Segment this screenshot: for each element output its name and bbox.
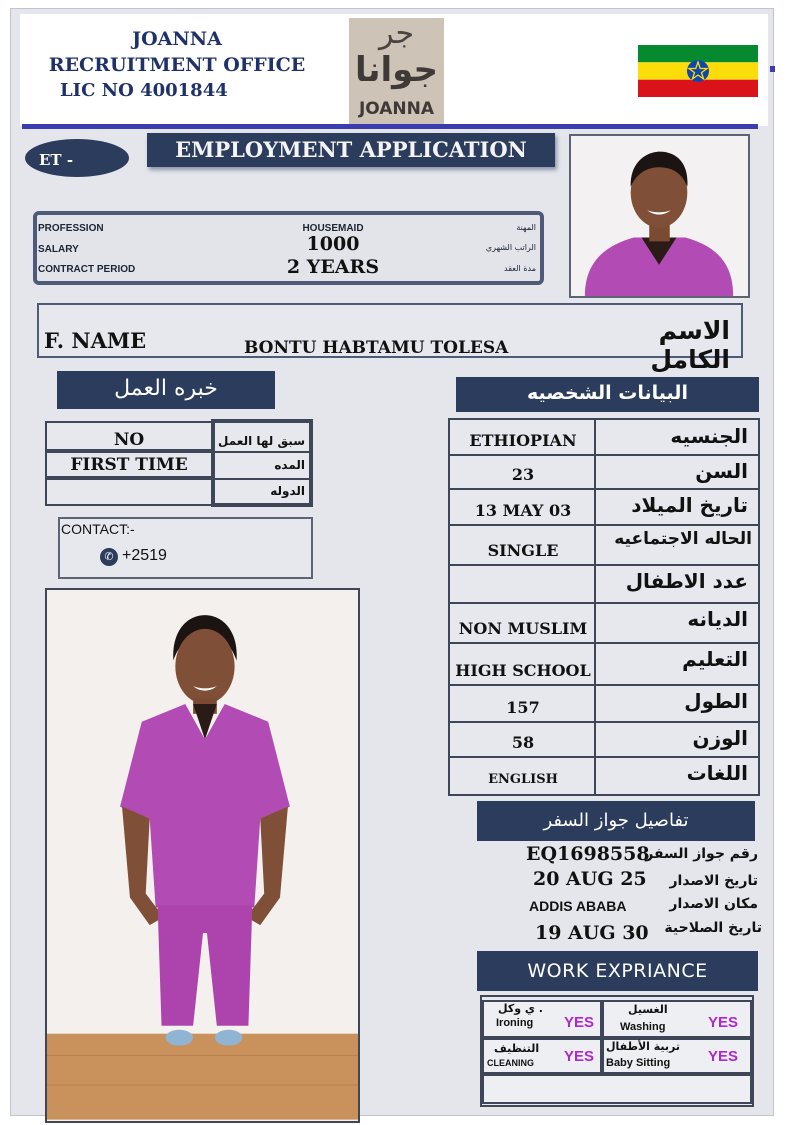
full-name-label-ar: الاسم الكامل bbox=[650, 316, 730, 374]
duration-label-ar: المده bbox=[274, 458, 305, 472]
phone-icon: ✆ bbox=[100, 548, 118, 566]
experience-value-cell bbox=[45, 478, 213, 506]
personal-row-value: 13 MAY 03 bbox=[474, 501, 572, 520]
worked-before-label-ar: سبق لها العمل bbox=[218, 434, 305, 448]
headshot-portrait-image bbox=[571, 136, 748, 296]
office-name-line1: JOANNA bbox=[132, 28, 222, 50]
skill-babysitting-label-ar: تربية الأطفال bbox=[606, 1040, 681, 1053]
passport-number-value: EQ1698558 bbox=[526, 843, 650, 865]
header-divider-tab bbox=[770, 66, 775, 72]
personal-row-label-ar: الجنسيه bbox=[670, 424, 748, 448]
passport-issue-date-value: 20 AUG 25 bbox=[533, 868, 647, 890]
profession-label-ar: المهنة bbox=[516, 223, 536, 232]
full-body-portrait-image bbox=[47, 590, 358, 1121]
personal-row-label-ar: التعليم bbox=[682, 647, 748, 671]
full-name-value: BONTU HABTAMU TOLESA bbox=[244, 338, 509, 358]
personal-row-label-ar: الوزن bbox=[692, 726, 748, 750]
profession-label: PROFESSION bbox=[38, 223, 104, 234]
passport-expiry-value: 19 AUG 30 bbox=[535, 922, 649, 944]
salary-label-ar: الراتب الشهري bbox=[485, 243, 536, 252]
personal-row-value: ENGLISH bbox=[488, 772, 558, 787]
skill-cleaning-label: CLEANING bbox=[487, 1058, 534, 1068]
experience-header: خبره العمل bbox=[57, 371, 275, 409]
personal-row-divider bbox=[450, 524, 758, 526]
personal-row-label-ar: الطول bbox=[684, 689, 748, 713]
experience-divider bbox=[215, 478, 309, 480]
contract-label-ar: مدة العقد bbox=[504, 264, 536, 273]
passport-number-label-ar: رقم جواز السفر bbox=[645, 846, 758, 862]
personal-row-label-ar: الديانه bbox=[687, 607, 748, 631]
full-name-label: F. NAME bbox=[44, 328, 147, 353]
contact-phone: +2519 bbox=[122, 547, 167, 564]
personal-data-header: البيانات الشخصيه bbox=[456, 377, 759, 412]
country-label-ar: الدوله bbox=[270, 484, 305, 498]
work-experience-header: WORK EXPRIANCE bbox=[477, 951, 758, 991]
skill-ironing-label: Ironing bbox=[496, 1017, 534, 1029]
logo-arabic: جوانا bbox=[354, 50, 438, 90]
passport-issue-date-label-ar: تاريخ الاصدار bbox=[669, 873, 758, 889]
personal-row-value: 23 bbox=[511, 465, 535, 484]
duration-value: FIRST TIME bbox=[70, 455, 188, 475]
skill-ironing-label-ar: ي وكل . bbox=[498, 1002, 543, 1015]
ethiopia-flag-icon bbox=[638, 45, 758, 97]
skill-babysitting-label: Baby Sitting bbox=[606, 1057, 671, 1069]
skill-cleaning-label-ar: التنظيف bbox=[494, 1042, 540, 1055]
salary-value: 1000 bbox=[306, 233, 360, 255]
header-divider bbox=[22, 124, 758, 129]
personal-row-divider bbox=[450, 564, 758, 566]
personal-row-divider bbox=[450, 721, 758, 723]
personal-row-divider bbox=[450, 488, 758, 490]
logo-symbol: جر bbox=[378, 16, 415, 51]
personal-row-divider bbox=[450, 642, 758, 644]
personal-row-divider bbox=[450, 756, 758, 758]
skill-babysitting-value: YES bbox=[708, 1048, 739, 1065]
passport-issue-place-label-ar: مكان الاصدار bbox=[669, 896, 758, 912]
application-code-badge: ET - bbox=[25, 139, 129, 177]
skill-washing-value: YES bbox=[708, 1014, 739, 1031]
passport-expiry-label-ar: تاريخ الصلاحية bbox=[664, 920, 762, 936]
skill-empty-row bbox=[482, 1074, 752, 1104]
personal-row-label-ar: تاريخ الميلاد bbox=[631, 493, 748, 517]
application-title: EMPLOYMENT APPLICATION bbox=[147, 133, 555, 167]
contract-label: CONTRACT PERIOD bbox=[38, 264, 136, 275]
headshot-photo bbox=[569, 134, 750, 298]
personal-row-label-ar: اللغات bbox=[686, 761, 748, 785]
personal-row-label-ar: عدد الاطفال bbox=[625, 569, 748, 593]
passport-issue-place-value: ADDIS ABABA bbox=[529, 898, 627, 914]
profession-value: HOUSEMAID bbox=[302, 223, 364, 234]
skill-ironing-value: YES bbox=[564, 1014, 595, 1031]
personal-row-value: 157 bbox=[506, 698, 540, 717]
personal-row-value: SINGLE bbox=[487, 541, 559, 560]
experience-divider bbox=[215, 451, 309, 453]
contract-value: 2 YEARS bbox=[286, 256, 380, 278]
skill-washing-label: Washing bbox=[620, 1021, 666, 1033]
contact-label: CONTACT:- bbox=[61, 521, 135, 537]
office-name bbox=[22, 26, 332, 78]
personal-row-value: 58 bbox=[511, 733, 535, 752]
personal-row-divider bbox=[450, 684, 758, 686]
passport-header: تفاصيل جواز السفر bbox=[477, 801, 755, 841]
skill-washing-label-ar: الغسيل bbox=[628, 1003, 668, 1016]
skill-cleaning-value: YES bbox=[564, 1048, 595, 1065]
license-number: LIC NO 4001844 bbox=[60, 80, 228, 101]
personal-row-value: NON MUSLIM bbox=[458, 619, 588, 638]
personal-row-divider bbox=[450, 454, 758, 456]
salary-label: SALARY bbox=[38, 244, 79, 255]
personal-row-divider bbox=[450, 602, 758, 604]
full-body-photo bbox=[45, 588, 360, 1123]
personal-row-label-ar: السن bbox=[695, 459, 748, 483]
logo-english: JOANNA bbox=[358, 99, 435, 119]
office-name-line2: RECRUITMENT OFFICE bbox=[48, 54, 306, 76]
worked-before-value: NO bbox=[113, 430, 145, 450]
personal-row-label-ar: الحاله الاجتماعيه bbox=[614, 529, 752, 549]
personal-row-value: ETHIOPIAN bbox=[469, 431, 577, 450]
personal-row-value: HIGH SCHOOL bbox=[455, 661, 591, 680]
